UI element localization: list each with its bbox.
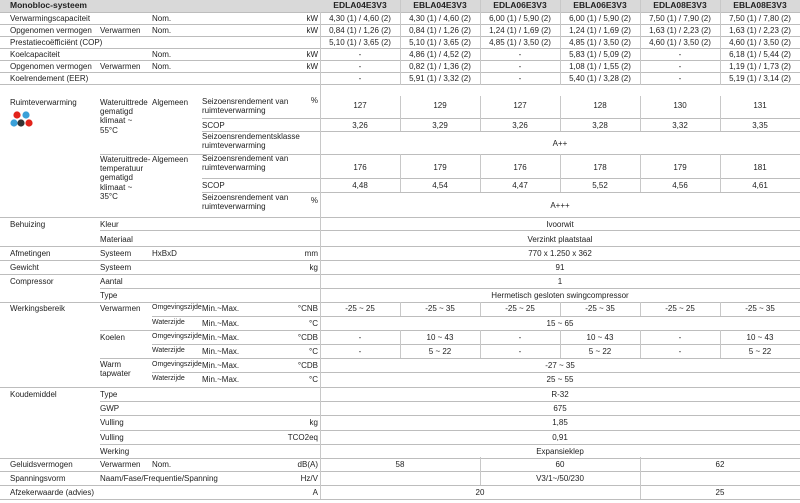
water-temp-label: Wateruittrede- temperatuur gematigd klimaat ~ 35°C [100,155,151,201]
heating-ambient-value: -25 ~ 35 [585,304,615,313]
column-divider [560,154,561,192]
row-value: - [358,62,362,71]
seasonal-label: Seizoensrendement van ruimteverwarming [202,154,289,173]
unit-label: °C [309,347,318,356]
dimensions-value: 770 x 1.250 x 362 [528,249,592,258]
section-label: Compressor [10,277,54,286]
heating-cooling-icon [10,109,36,131]
row-sublabel: Warm tapwater [100,360,131,379]
seasonal-value: 176 [353,163,367,172]
row-value: 4,85 (1) / 3,50 (2) [489,38,551,47]
unit-label: kW [306,50,318,59]
unit-label: °CNB [297,304,318,313]
row-value: 5,40 (1) / 3,28 (2) [569,74,631,83]
row-divider [100,288,800,289]
row-value: 6,18 (1) / 5,44 (2) [729,50,791,59]
dhw-ambient-value: -27 ~ 35 [545,361,575,370]
row-value: 4,85 (1) / 3,50 (2) [569,38,631,47]
row-divider [100,358,800,359]
unit-label: °CDB [297,361,318,370]
row-divider [100,444,800,445]
row-divider [202,178,800,179]
column-divider [560,96,561,131]
row-value: 6,00 (1) / 5,90 (2) [569,14,631,23]
section-label: Afmetingen [10,249,51,258]
section-label: Geluidsvermogen [10,460,73,469]
cooling-water-value: - [518,347,522,356]
row-value: - [678,74,682,83]
refrigerant-value: 0,91 [552,432,568,442]
row-divider [152,344,800,345]
row-sublabel: HxBxD [152,249,177,258]
row-label: Koelrendement (EER) [10,74,89,83]
seasonal-value: 127 [513,101,527,110]
unit-label: kW [306,14,318,23]
column-divider [400,0,401,12]
scop-label: SCOP [202,181,225,190]
unit-label: kW [306,62,318,71]
row-value: - [518,50,522,59]
unit-label: A [312,488,318,497]
row-value: 0,84 (1) / 1,26 (2) [409,26,471,35]
row-sublabel: Verwarmen [100,26,141,35]
row-sublabel: Min.~Max. [202,304,240,313]
unit-label: kg [309,263,318,272]
model-column-header: EDLA06E3V3 [493,0,547,10]
heating-ambient-value: -25 ~ 35 [745,304,775,313]
column-divider [640,12,641,85]
row-value: 4,30 (1) / 4,60 (2) [409,14,471,23]
scop-value: 3,26 [352,121,368,130]
seasonal-label: Seizoensrendement van ruimteverwarming [202,97,289,116]
seasonal-value: 131 [753,101,767,110]
cooling-ambient-value: 10 ~ 43 [746,333,774,342]
row-divider [0,274,800,275]
scop-value: 3,28 [592,121,608,130]
unit-label: °CDB [297,333,318,342]
row-sublabel: Systeem [100,263,132,272]
seasonal-value: 179 [433,163,447,172]
casing-material-value: Verzinkt plaatstaal [527,235,593,244]
row-sublabel: Min.~Max. [202,375,240,384]
row-value: 7,50 (1) / 7,90 (2) [649,14,711,23]
refrigerant-value: 1,85 [552,418,568,428]
row-value: - [518,74,522,83]
row-divider [100,230,800,231]
section-label: Spanningsvorm [10,474,66,483]
row-sublabel: Nom. [152,50,172,59]
cooling-water-value: 5 ~ 22 [588,347,612,356]
unit-label: Hz/V [300,474,318,483]
row-sublabel: Verwarmen [100,460,141,469]
row-value: 4,60 (1) / 3,50 (2) [649,38,711,47]
row-value: - [358,74,362,83]
unit-label: % [310,96,318,105]
row-value: - [678,50,682,59]
scop-value: 4,56 [672,181,688,190]
column-divider [640,302,641,316]
model-column-header: EBLA06E3V3 [573,0,627,10]
column-divider [320,12,321,499]
row-value: 5,10 (1) / 3,65 (2) [329,38,391,47]
cooling-ambient-value: 10 ~ 43 [426,333,454,342]
cooling-ambient-value: - [518,333,522,342]
seasonal-class-value: A+++ [550,201,570,210]
section-label: Gewicht [10,263,39,272]
dhw-water-value: 25 ~ 55 [546,375,574,384]
row-sublabel: Min.~Max. [202,347,240,356]
seasonal-class-label: Seizoensrendement van ruimteverwarming [202,193,289,212]
cooling-ambient-value: - [358,333,362,342]
column-divider [560,0,561,12]
fuse-value: 25 [715,488,725,497]
column-divider [400,96,401,131]
power-value: V3/1~/50/230 [536,474,584,483]
row-sublabel: Nom. [152,62,172,71]
row-divider [0,499,800,500]
column-divider [400,302,401,316]
heating-water-value: 15 ~ 65 [546,319,574,328]
refrigerant-value: R-32 [551,390,569,399]
seasonal-value: 130 [673,101,687,110]
row-sublabel: Type [100,291,118,300]
scop-value: 5,52 [592,181,608,190]
row-value: 1,19 (1) / 1,73 (2) [729,62,791,71]
row-divider [100,430,800,431]
section-label: Afzekerwaarde (advies) [10,488,95,497]
column-divider [640,457,641,499]
row-divider [0,246,800,247]
row-sublabel: Aantal [100,277,123,286]
scop-value: 3,32 [672,121,688,130]
sound-value: 58 [395,460,405,469]
column-divider [720,0,721,12]
row-divider [0,485,800,486]
column-divider [400,154,401,192]
column-divider [560,330,561,358]
seasonal-value: 129 [433,101,447,110]
seasonal-value: 127 [353,101,367,110]
row-sublabel: Type [100,390,118,399]
row-sublabel: Vulling [100,432,124,442]
row-value: 1,63 (1) / 2,23 (2) [729,26,791,35]
row-divider [0,217,800,218]
cooling-ambient-value: - [678,333,682,342]
row-value: 0,82 (1) / 1,36 (2) [409,62,471,71]
heating-ambient-value: -25 ~ 25 [505,304,535,313]
unit-label: °C [309,375,318,384]
row-value: 1,24 (1) / 1,69 (2) [569,26,631,35]
heating-ambient-value: -25 ~ 25 [665,304,695,313]
row-value: 5,19 (1) / 3,14 (2) [729,74,791,83]
row-sublabel: Min.~Max. [202,333,240,342]
sound-value: 62 [715,460,725,469]
seasonal-value: 128 [593,101,607,110]
row-divider [0,458,800,459]
row-label: Verwarmingscapaciteit [10,14,91,23]
row-value: - [678,62,682,71]
row-sublabel: Waterzijde [152,347,185,354]
model-column-header: EBLA08E3V3 [733,0,787,10]
row-value: - [518,62,522,71]
cooling-water-value: - [358,347,362,356]
row-sublabel: Nom. [152,14,172,23]
column-divider [480,96,481,131]
scop-value: 4,61 [752,181,768,190]
row-sublabel: Nom. [152,26,172,35]
row-sublabel: Materiaal [100,235,133,244]
scop-label: SCOP [202,121,225,130]
scop-value: 4,54 [432,181,448,190]
unit-label: dB(A) [297,460,318,469]
seasonal-value: 181 [753,163,767,172]
refrigerant-value: Expansieklep [536,446,584,456]
row-sublabel: Waterzijde [152,375,185,382]
row-value: 4,60 (1) / 3,50 (2) [729,38,791,47]
column-divider [480,302,481,316]
scop-value: 3,35 [752,121,768,130]
column-divider [480,12,481,85]
unit-label: °C [309,319,318,328]
section-label: Ruimteverwarming [10,98,77,107]
row-divider [152,372,800,373]
row-sublabel: Omgevingszijde [152,361,202,368]
casing-color-value: Ivoorwit [546,220,574,229]
row-divider [202,118,800,119]
refrigerant-value: 675 [553,404,567,414]
row-sublabel: Naam/Fase/Frequentie/Spanning [100,474,218,483]
row-sublabel: Vulling [100,418,124,428]
row-sublabel: Verwarmen [100,304,141,313]
row-label: Koelcapaciteit [10,50,60,59]
water-temp-label: Wateruittrede gematigd klimaat ~ 55°C [100,98,148,135]
heating-ambient-value: -25 ~ 35 [425,304,455,313]
row-divider [100,415,800,416]
row-label: Opgenomen vermogen [10,26,92,35]
row-sublabel: Waterzijde [152,319,185,326]
row-divider [100,401,800,402]
compressor-qty-value: 1 [557,277,563,286]
cooling-water-value: - [678,347,682,356]
row-sublabel: Verwarmen [100,62,141,71]
general-label: Algemeen [152,155,189,164]
column-divider [720,302,721,316]
unit-label: kg [309,418,318,428]
scop-value: 4,48 [352,181,368,190]
cooling-ambient-value: 10 ~ 43 [586,333,614,342]
column-divider [480,457,481,485]
scop-value: 4,47 [512,181,528,190]
section-label: Koudemiddel [10,390,57,399]
model-column-header: EDLA04E3V3 [333,0,387,10]
column-divider [480,330,481,358]
seasonal-value: 176 [513,163,527,172]
row-value: 5,83 (1) / 5,09 (2) [569,50,631,59]
row-value: 1,63 (1) / 2,23 (2) [649,26,711,35]
column-divider [640,330,641,358]
row-sublabel: GWP [100,404,120,414]
row-divider [0,260,800,261]
row-value: 1,08 (1) / 1,55 (2) [569,62,631,71]
scop-value: 3,26 [512,121,528,130]
row-divider [100,330,800,331]
row-sublabel: Koelen [100,333,125,342]
row-sublabel: Nom. [152,460,172,469]
column-divider [720,330,721,358]
column-divider [720,154,721,192]
column-divider [640,96,641,131]
column-divider [640,0,641,12]
row-sublabel: Systeem [100,249,132,258]
column-divider [560,302,561,316]
seasonal-value: 179 [673,163,687,172]
row-value: - [358,50,362,59]
row-value: 1,24 (1) / 1,69 (2) [489,26,551,35]
unit-label: mm [304,249,318,258]
row-sublabel: Werking [100,446,130,456]
section-label: Behuizing [10,220,46,229]
row-label: Opgenomen vermogen [10,62,92,71]
model-column-header: EBLA04E3V3 [413,0,467,10]
row-sublabel: Omgevingszijde [152,333,202,340]
cooling-water-value: 5 ~ 22 [428,347,452,356]
row-value: 5,91 (1) / 3,32 (2) [409,74,471,83]
row-sublabel: Kleur [100,220,119,229]
weight-value: 91 [555,263,565,272]
seasonal-value: 178 [593,163,607,172]
heating-ambient-value: -25 ~ 25 [345,304,375,313]
column-divider [720,96,721,131]
row-sublabel: Min.~Max. [202,361,240,370]
row-sublabel: Min.~Max. [202,319,240,328]
row-value: 6,00 (1) / 5,90 (2) [489,14,551,23]
row-sublabel: Omgevingszijde [152,304,202,311]
row-divider [0,471,800,472]
cooling-water-value: 5 ~ 22 [748,347,772,356]
column-divider [640,154,641,192]
column-divider [720,12,721,85]
fuse-value: 20 [475,488,485,497]
section-label: Werkingsbereik [10,304,65,313]
unit-label: TCO2eq [287,432,318,442]
row-label: Prestatiecoëfficiënt (COP) [10,38,103,47]
sound-value: 60 [555,460,565,469]
compressor-type-value: Hermetisch gesloten swingcompressor [491,291,629,300]
column-divider [480,154,481,192]
seasonal-class-value: A++ [552,139,568,148]
row-value: 4,30 (1) / 4,60 (2) [329,14,391,23]
column-divider [400,12,401,85]
column-divider [560,12,561,85]
unit-label: % [310,196,318,205]
unit-label: kW [306,26,318,35]
row-value: 0,84 (1) / 1,26 (2) [329,26,391,35]
model-column-header: EDLA08E3V3 [653,0,707,10]
scop-value: 3,29 [432,121,448,130]
column-divider [480,0,481,12]
row-value: 5,10 (1) / 3,65 (2) [409,38,471,47]
row-divider [152,316,800,317]
table-title: Monobloc-systeem [10,0,87,10]
column-divider [400,330,401,358]
general-label: Algemeen [152,98,189,107]
row-value: 7,50 (1) / 7,80 (2) [729,14,791,23]
row-divider [0,387,800,388]
row-value: 4,86 (1) / 4,52 (2) [409,50,471,59]
seasonal-class-label: Seizoensrendementsklasse ruimteverwarming [202,132,300,151]
